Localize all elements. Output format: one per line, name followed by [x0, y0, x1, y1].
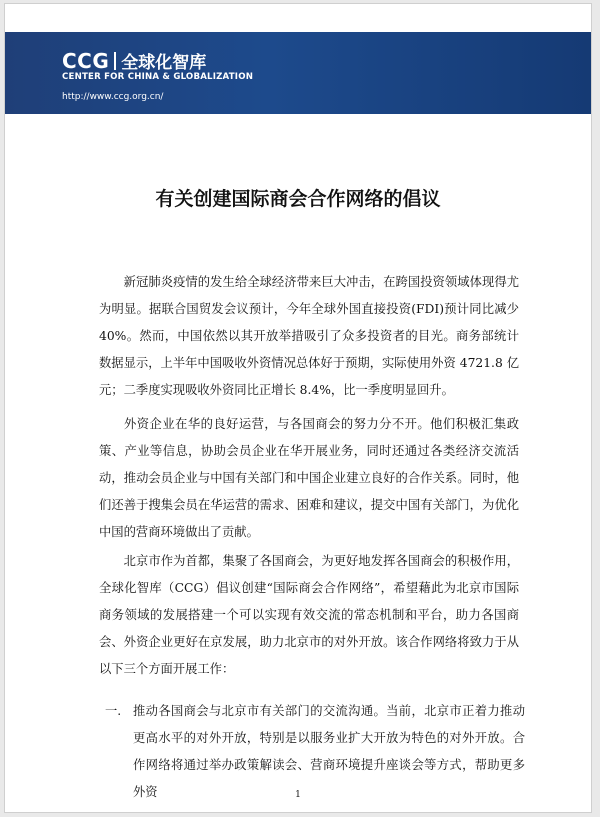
document-title: 有关创建国际商会合作网络的倡议: [155, 188, 441, 210]
logo-ccg-text: CCG: [62, 48, 110, 73]
paragraph-1: [99, 269, 519, 404]
logo-divider: [114, 52, 116, 70]
paragraph-3: [99, 548, 519, 683]
paragraph-1-text: 新冠肺炎疫情的发生给全球经济带来巨大冲击，在跨国投资领域体现得尤为明显。据联合国贸发会议预计，今年全球外国直接投资(FDI)预计同比减少40%。然而，中国依然以其开放举措吸引了众多投资者的目光。商务部统计数据显示，上半年中国吸收外资情况总体好于预期，实际使用外资 4721.8 亿元；二季度实现吸收外资同比正增长 8.4%，比一季度明显回升。: [99, 275, 519, 397]
paragraph-2-text: 外资企业在华的良好运营，与各国商会的努力分不开。他们积极汇集政策、产业等信息，协助会员企业在华开展业务，同时还通过各类经济交流活动，推动会员企业与中国有关部门和中国企业建立良好的合作关系。同时，他们还善于搜集会员在华运营的需求、困难和建议，提交中国有关部门，为优化中国的营商环境做出了贡献。: [99, 417, 519, 539]
list-item-text: 推动各国商会与北京市有关部门的交流沟通。当前，北京市正着力推动更高水平的对外开放，特别是以服务业扩大开放为特色的对外开放。合作网络将通过举办政策解读会、营商环境提升座谈会等方式，帮助更多外资: [133, 704, 525, 799]
document-page: [4, 3, 592, 813]
header-url[interactable]: http://www.ccg.org.cn/: [62, 92, 164, 102]
logo-chinese-text: 全球化智库: [121, 53, 207, 73]
page-number: 1: [295, 790, 301, 800]
paragraph-3-text: 北京市作为首都，集聚了各国商会，为更好地发挥各国商会的积极作用，全球化智库（CCG）倡议创建“国际商会合作网络”，希望藉此为北京市国际商务领域的发展搭建一个可以实现有效交流的常态机制和平台，助力各国商会、外资企业更好在京发展，助力北京市的对外开放。该合作网络将致力于从以下三个方面开展工作：: [99, 554, 519, 676]
ccg-header-banner: [5, 32, 591, 114]
logo-english-text: CENTER FOR CHINA & GLOBALIZATION: [62, 72, 254, 82]
list-item-number: 一.: [105, 704, 122, 718]
ccg-logo: [62, 48, 206, 73]
paragraph-2: [99, 411, 519, 546]
